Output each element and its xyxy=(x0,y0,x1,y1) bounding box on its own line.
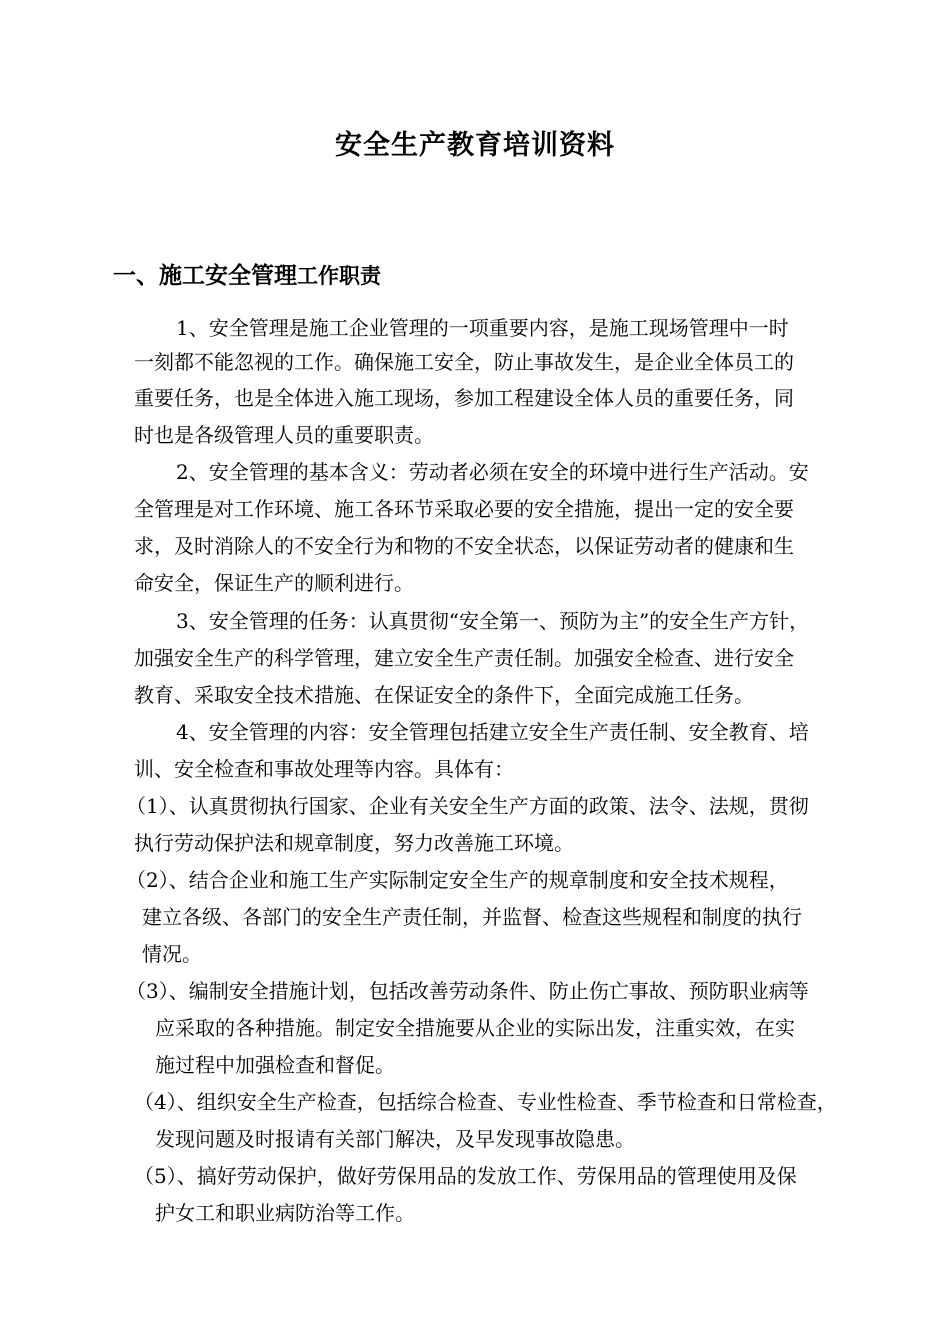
body-line: 2、安全管理的基本含义：劳动者必须在安全的环境中进行生产活动。安 xyxy=(176,460,809,484)
body-line: 求，及时消除人的不安全行为和物的不安全状态，以保证劳动者的健康和生 xyxy=(134,534,794,558)
body-line: 命安全，保证生产的顺利进行。 xyxy=(134,571,414,595)
body-line: 教育、采取安全技术措施、在保证安全的条件下，全面完成施工任务。 xyxy=(134,683,754,707)
body-line: 3、安全管理的任务：认真贯彻“安全第一、预防为主”的安全生产方针， xyxy=(176,609,810,633)
section-heading-main: 一、施工安全管理 xyxy=(113,262,297,289)
body-line: 一刻都不能忽视的工作。确保施工安全，防止事故发生，是企业全体员工的 xyxy=(134,350,794,374)
body-line: 加强安全生产的科学管理，建立安全生产责任制。加强安全检查、进行安全 xyxy=(134,646,794,670)
body-line: 1、安全管理是施工企业管理的一项重要内容，是施工现场管理中一时 xyxy=(176,316,789,340)
list-item-line: （5）、搞好劳动保护，做好劳保用品的发放工作、劳保用品的管理使用及保 xyxy=(134,1164,797,1188)
list-item-line: （1）、认真贯彻执行国家、企业有关安全生产方面的政策、法令、法规，贯彻 xyxy=(126,794,809,818)
list-item-line: 建立各级、各部门的安全生产责任制，并监督、检查这些规程和制度的执行 xyxy=(142,905,802,929)
list-item-line: 发现问题及时报请有关部门解决，及早发现事故隐患。 xyxy=(155,1127,635,1151)
body-line: 训、安全检查和事故处理等内容。具体有： xyxy=(134,757,514,781)
list-item-line: （3）、编制安全措施计划，包括改善劳动条件、防止伤亡事故、预防职业病等 xyxy=(126,979,809,1003)
list-item-line: 施过程中加强检查和督促。 xyxy=(155,1053,395,1077)
section-heading-sub: 工作职责 xyxy=(297,263,381,288)
section-heading xyxy=(113,258,381,294)
body-line: 4、安全管理的内容：安全管理包括建立安全生产责任制、安全教育、培 xyxy=(176,720,809,744)
body-line: 时也是各级管理人员的重要职责。 xyxy=(134,423,434,447)
list-item-line: 情况。 xyxy=(142,942,202,966)
document-title: 安全生产教育培训资料 xyxy=(335,130,615,161)
list-item-line: （4）、组织安全生产检查，包括综合检查、专业性检查、季节检查和日常检查， xyxy=(134,1090,837,1114)
body-line: 重要任务，也是全体进入施工现场，参加工程建设全体人员的重要任务，同 xyxy=(134,386,794,410)
list-item-line: 应采取的各种措施。制定安全措施要从企业的实际出发，注重实效，在实 xyxy=(155,1016,795,1040)
list-item-line: 护女工和职业病防治等工作。 xyxy=(155,1201,415,1225)
list-item-line: 执行劳动保护法和规章制度，努力改善施工环境。 xyxy=(134,831,574,855)
list-item-line: （2）、结合企业和施工生产实际制定安全生产的规章制度和安全技术规程， xyxy=(126,868,789,892)
body-line: 全管理是对工作环境、施工各环节采取必要的安全措施，提出一定的安全要 xyxy=(134,497,794,521)
